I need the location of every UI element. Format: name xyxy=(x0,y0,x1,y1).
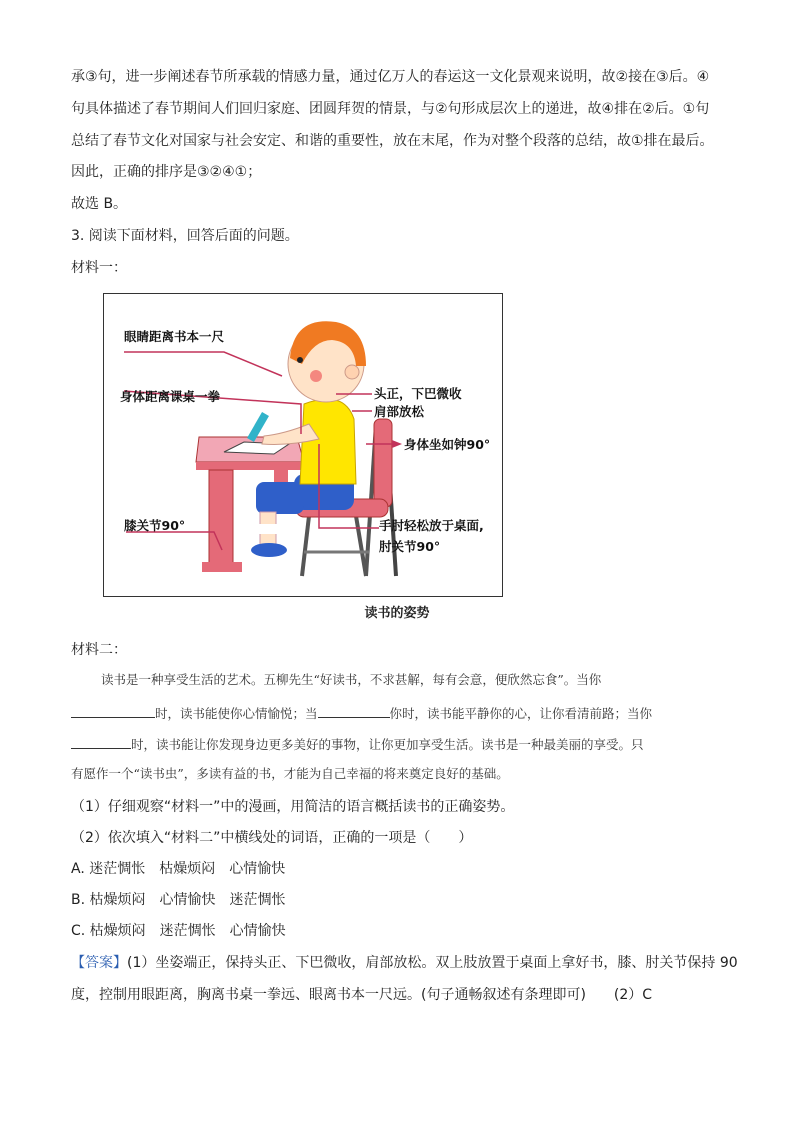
figure-caption: 读书的姿势 xyxy=(364,606,430,621)
question-2: （2）依次填入“材料二”中横线处的词语，正确的一项是（ ） xyxy=(71,830,473,846)
option-a: A. 迷茫惆怅 枯燥烦闷 心情愉快 xyxy=(71,861,286,877)
label-body-desk-distance: 身体距离课桌一拳 xyxy=(120,389,221,404)
label-elbow-line-2: 肘关节90° xyxy=(379,539,441,554)
material-2-line-2 xyxy=(71,703,652,723)
material-2-line-4: 有愿作一个“读书虫”，多读有益的书，才能为自己幸福的将来奠定良好的基础。 xyxy=(71,766,509,781)
material-2-line-3 xyxy=(71,734,644,754)
material-1-heading: 材料一： xyxy=(71,260,127,276)
answer-line-1 xyxy=(71,953,738,973)
material-2-line-3-text: 时，读书能让你发现身边更多美好的事物，让你更加享受生活。读书是一种最美丽的享受。只 xyxy=(131,737,644,752)
label-knee-joint: 膝关节90° xyxy=(124,518,186,533)
paragraph-line-3: 总结了春节文化对国家与社会安定、和谐的重要性，放在末尾，作为对整个段落的总结，故①排在最后。 xyxy=(71,133,714,149)
fill-blank-1[interactable] xyxy=(71,703,155,718)
answer-text-1: (1）坐姿端正，保持头正、下巴微收，肩部放松。双上肢放置于桌面上拿好书，膝、肘关节保持 90 xyxy=(127,955,738,971)
paragraph-line-5: 故选 B。 xyxy=(71,196,128,212)
fill-blank-2[interactable] xyxy=(318,703,390,718)
answer-tag: 【答案】 xyxy=(71,955,127,971)
label-head-position: 头正，下巴微收 xyxy=(374,386,462,401)
option-b: B. 枯燥烦闷 心情愉快 迷茫惆怅 xyxy=(71,892,286,908)
paragraph-line-2: 句具体描述了春节期间人们回归家庭、团圆拜贺的情景，与②句形成层次上的递进，故④排在②后。①句 xyxy=(71,101,710,117)
question-1: （1）仔细观察“材料一”中的漫画，用简洁的语言概括读书的正确姿势。 xyxy=(71,799,515,815)
reading-posture-figure xyxy=(103,293,503,597)
label-sit-posture: 身体坐如钟90° xyxy=(404,437,491,452)
paragraph-line-1: 承③句，进一步阐述春节所承载的情感力量，通过亿万人的春运这一文化景观来说明，故②接在③后。④ xyxy=(71,69,710,85)
option-c: C. 枯燥烦闷 迷茫惆怅 心情愉快 xyxy=(71,923,286,939)
material-2-line-2b: 你时，读书能平静你的心，让你看清前路；当你 xyxy=(389,706,653,721)
label-elbow-line-1: 手肘轻松放于桌面, xyxy=(379,518,484,533)
fill-blank-3[interactable] xyxy=(71,734,131,749)
label-shoulder: 肩部放松 xyxy=(374,404,425,419)
paragraph-line-4: 因此，正确的排序是③②④①； xyxy=(71,164,262,180)
answer-line-2: 度，控制用眼距离，胸离书桌一拳远、眼离书本一尺远。(句子通畅叙述有条理即可) (2）C xyxy=(71,987,653,1003)
material-2-heading: 材料二： xyxy=(71,642,127,658)
material-2-line-1: 读书是一种享受生活的艺术。五柳先生“好读书，不求甚解，每有会意，便欣然忘食”。当你 xyxy=(101,672,602,687)
label-eye-distance: 眼睛距离书本一尺 xyxy=(124,329,225,344)
material-2-line-2a: 时，读书能使你心情愉悦；当 xyxy=(155,706,318,721)
question-3-title: 3. 阅读下面材料，回答后面的问题。 xyxy=(71,228,299,244)
